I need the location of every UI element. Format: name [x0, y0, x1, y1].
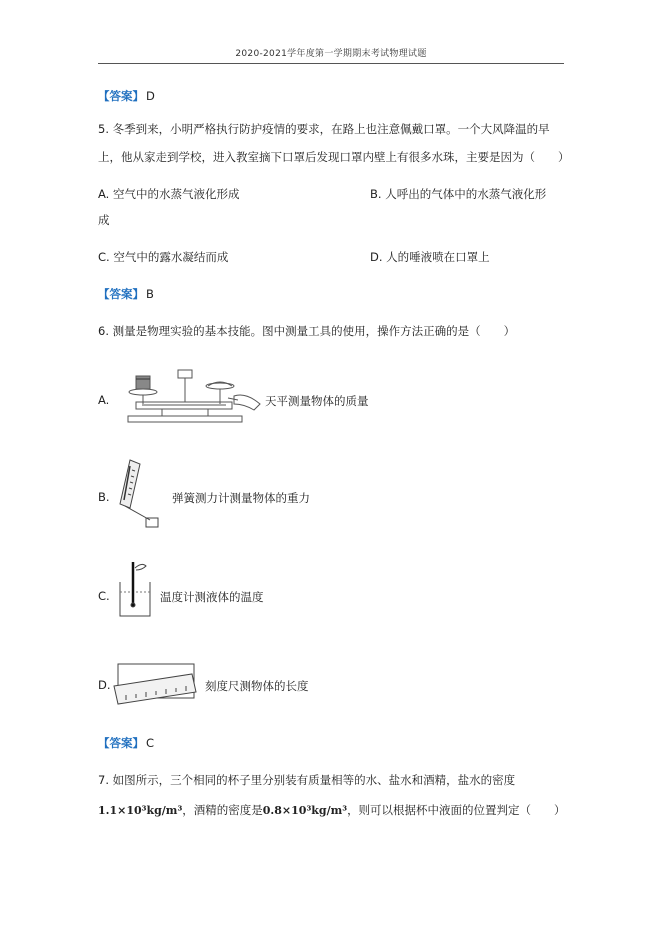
- q6-option-d-text: 刻度尺测物体的长度: [205, 679, 309, 693]
- q5-option-d: D. 人的唾液喷在口罩上: [370, 250, 490, 264]
- q6-option-a-text: 天平测量物体的质量: [265, 394, 369, 408]
- answer-tag: 【答案】: [98, 89, 144, 103]
- balance-scale-icon: [122, 364, 262, 426]
- spring-scale-icon: [118, 456, 168, 536]
- answer-value: B: [146, 287, 154, 301]
- q6-option-b-letter: B.: [98, 490, 110, 504]
- q6-option-a-letter: A.: [98, 393, 110, 407]
- q7-text-end: ，则可以根据杯中液面的位置判定（ ）: [347, 803, 566, 817]
- q6-option-c-letter: C.: [98, 589, 110, 603]
- q7-stem-line1: 7. 如图所示，三个相同的杯子里分别装有质量相等的水、盐水和酒精，盐水的密度: [98, 773, 516, 787]
- q5-stem-line1: 5. 冬季到来，小明严格执行防护疫情的要求，在路上也注意佩戴口罩。一个大风降温的早: [98, 122, 550, 136]
- header-rule: [98, 63, 564, 64]
- q6-option-d-letter: D.: [98, 678, 111, 692]
- q7-text-mid: ，酒精的密度是: [182, 803, 263, 817]
- q5-option-b: B. 人呼出的气体中的水蒸气液化形: [370, 187, 547, 201]
- ruler-block-icon: [112, 660, 200, 712]
- header-title: 2020-2021学年度第一学期期末考试物理试题: [235, 49, 427, 59]
- answer-q4: [98, 88, 155, 104]
- answer-q6: [98, 735, 154, 751]
- alcohol-density: 0.8×10³kg/m³: [262, 804, 348, 817]
- answer-tag: 【答案】: [98, 287, 144, 301]
- q7-stem-line2: [98, 802, 566, 818]
- answer-value: C: [146, 736, 155, 750]
- thermometer-beaker-icon: [116, 558, 156, 620]
- q6-option-b-text: 弹簧测力计测量物体的重力: [172, 491, 310, 505]
- q5-option-c: C. 空气中的露水凝结而成: [98, 250, 229, 264]
- q6-stem: 6. 测量是物理实验的基本技能。图中测量工具的使用，操作方法正确的是（ ）: [98, 324, 516, 338]
- brine-density: 1.1×10³kg/m³: [98, 804, 183, 817]
- answer-q5: [98, 286, 154, 302]
- q6-option-c-text: 温度计测液体的温度: [160, 590, 264, 604]
- answer-value: D: [146, 89, 155, 103]
- q5-option-b-continued: 成: [98, 213, 110, 227]
- answer-tag: 【答案】: [98, 736, 144, 750]
- q5-stem-line2: 上，他从家走到学校，进入教室摘下口罩后发现口罩内壁上有很多水珠，主要是因为（ ）: [98, 150, 570, 164]
- q5-option-a: A. 空气中的水蒸气液化形成: [98, 187, 240, 201]
